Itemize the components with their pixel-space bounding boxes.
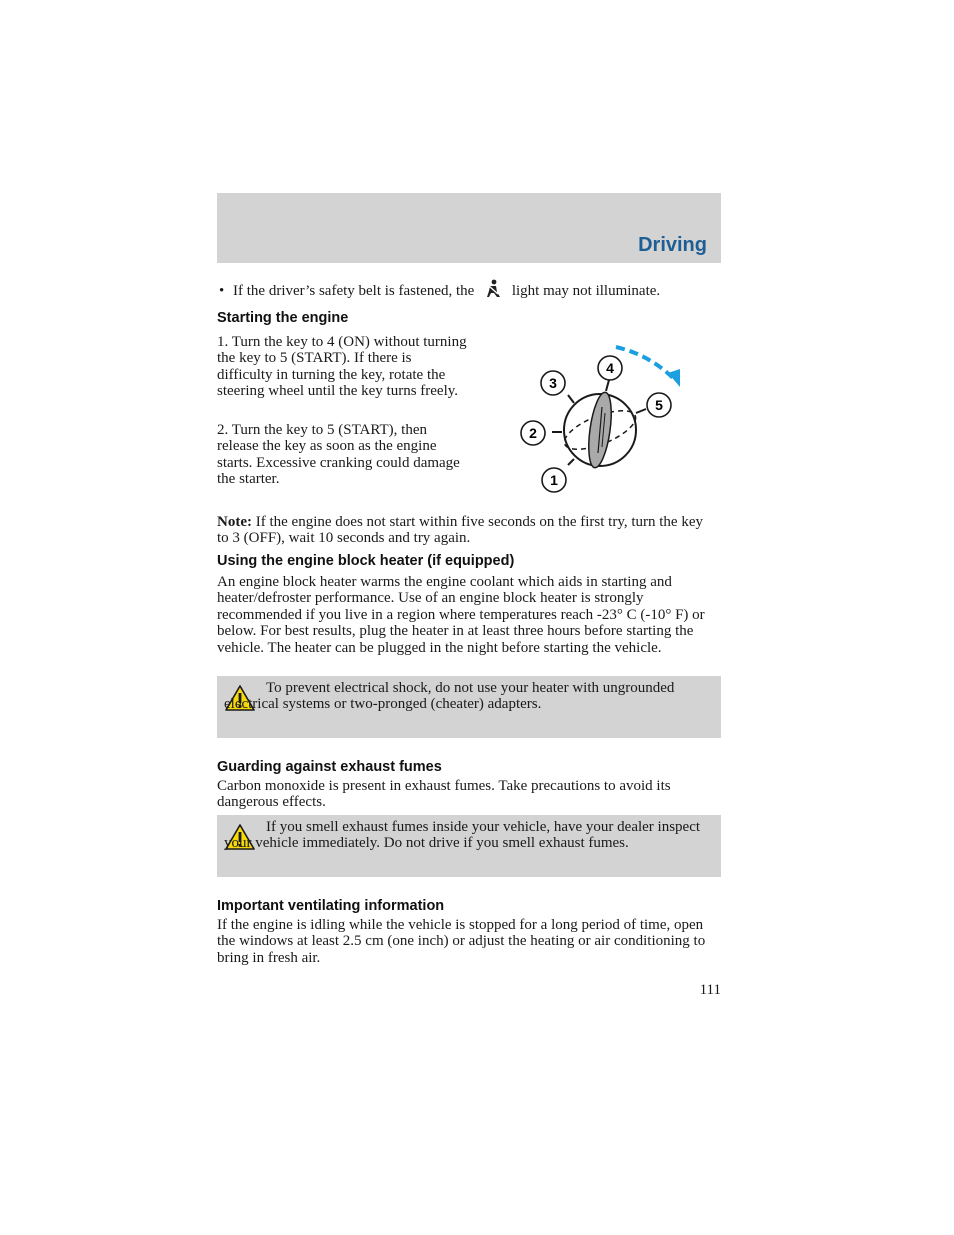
svg-text:1: 1: [550, 472, 558, 488]
svg-text:4: 4: [606, 360, 614, 376]
bullet-text-before: If the driver’s safety belt is fastened, the: [233, 283, 475, 299]
heading-starting-engine: Starting the engine: [217, 310, 349, 326]
svg-text:2: 2: [529, 425, 537, 441]
warning-box-electrical: [217, 676, 721, 738]
seatbelt-bullet: [219, 279, 729, 299]
warning-text-electrical: To prevent electrical shock, do not use your heater with ungrounded electrical systems or two-pronged (cheater) adapters.: [224, 680, 675, 713]
position-label-4: [598, 356, 622, 380]
position-label-5: [647, 393, 671, 417]
ventilating-text: If the engine is idling while the vehicle is stopped for a long period of time, open the windows at least 2.5 cm (one inch) or adjust the heating or air conditioning to bring in fresh air.: [217, 917, 706, 966]
heading-ventilating: Important ventilating information: [217, 898, 445, 914]
starting-step-1: 1. Turn the key to 4 (ON) without turning the key to 5 (START). If there is difficulty in turning the key, rotate the steering wheel until the key turns freely.: [217, 334, 467, 400]
warning-text-exhaust: If you smell exhaust fumes inside your vehicle, have your dealer inspect your vehicle immediately. Do not drive if you smell exhaust fumes.: [224, 819, 701, 852]
ignition-key-diagram: [510, 335, 710, 505]
bullet-marker: •: [219, 283, 225, 299]
heading-exhaust-fumes: Guarding against exhaust fumes: [217, 759, 442, 775]
page-number: 111: [699, 982, 721, 998]
section-header: [217, 193, 721, 263]
section-title: Driving: [638, 234, 707, 256]
svg-text:3: 3: [549, 375, 557, 391]
start-arrow-head: [668, 369, 680, 387]
svg-text:5: 5: [655, 397, 663, 413]
position-label-1: [542, 468, 566, 492]
note-text: If the engine does not start within five seconds on the first try, turn the key to 3 (OFF), wait 10 seconds and try again.: [217, 514, 703, 547]
note-paragraph: [217, 514, 717, 547]
heading-block-heater: Using the engine block heater (if equipped): [217, 553, 515, 569]
bullet-text-after: light may not illuminate.: [511, 283, 661, 299]
position-label-2: [521, 421, 545, 445]
start-arrow: [616, 347, 674, 379]
seatbelt-warning-icon: [484, 279, 502, 299]
block-heater-text: An engine block heater warms the engine coolant which aids in starting and heater/defroster performance. Use of an engine block heater is strongly recommended if you live in a region where temperatures reach -23° C (-10° F) or below. For best results, plug the heater in at least three hours before starting the vehicle. The heater can be plugged in the night before starting the vehicle.: [217, 574, 705, 656]
starting-step-2: 2. Turn the key to 5 (START), then release the key as soon as the engine starts. Excessive cranking could damage the starter.: [217, 422, 460, 488]
exhaust-text: Carbon monoxide is present in exhaust fumes. Take precautions to avoid its dangerous effects.: [217, 778, 671, 811]
note-label: Note:: [217, 514, 252, 530]
warning-box-exhaust: [217, 815, 721, 877]
position-label-3: [541, 371, 565, 395]
